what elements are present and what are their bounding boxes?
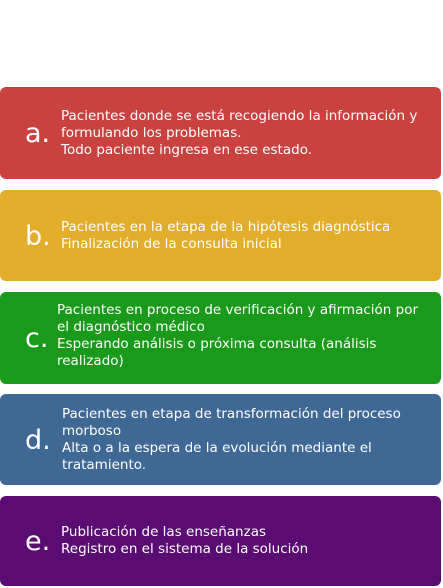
stage-card-d — [0, 394, 441, 485]
stage-line: tratamiento. — [62, 457, 147, 473]
stage-letter: e. — [25, 526, 51, 557]
stage-line: Publicación de las enseñanzas — [61, 524, 266, 540]
stage-line: morboso — [62, 423, 122, 439]
stage-letter: d. — [25, 425, 51, 456]
stage-line: Pacientes en etapa de transformación del proceso — [62, 406, 401, 422]
stage-description — [61, 108, 431, 159]
stage-card-c — [0, 292, 441, 384]
stage-card-a — [0, 87, 441, 179]
stage-line: Pacientes donde se está recogiendo la información y — [61, 108, 418, 124]
stage-line: Finalización de la consulta inicial — [61, 236, 282, 252]
stage-description — [62, 406, 434, 474]
stage-line: el diagnóstico médico — [57, 319, 205, 335]
stage-line: Alta o a la espera de la evolución mediante el — [62, 440, 372, 456]
stage-line: Todo paciente ingresa en ese estado. — [61, 142, 313, 158]
stage-line: Pacientes en proceso de verificación y afirmación por — [57, 302, 419, 318]
stage-description — [61, 219, 431, 253]
stage-line: Pacientes en la etapa de la hipótesis diagnóstica — [61, 219, 391, 235]
stage-letter: c. — [25, 323, 49, 354]
stage-line: Registro en el sistema de la solución — [61, 541, 309, 557]
stage-line: formulando los problemas. — [61, 125, 242, 141]
stage-description — [57, 302, 429, 370]
stage-line: Esperando análisis o próxima consulta (análisis — [57, 336, 377, 352]
stage-description — [61, 524, 431, 558]
stage-card-e — [0, 496, 441, 586]
stage-letter: a. — [25, 118, 51, 149]
stage-card-b — [0, 190, 441, 281]
stage-letter: b. — [25, 221, 51, 252]
stage-line: realizado) — [57, 353, 124, 369]
